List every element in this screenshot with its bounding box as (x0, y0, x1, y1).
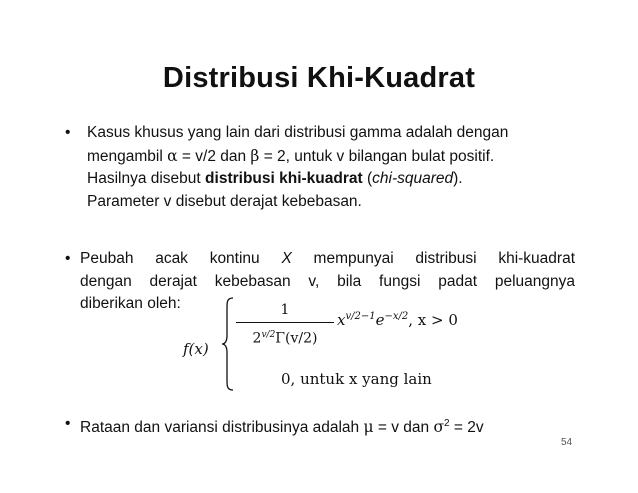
fraction-bar (236, 322, 334, 323)
text: x (337, 311, 346, 329)
text: = v/2 dan (177, 147, 251, 165)
text: mengambil (87, 147, 168, 165)
text: , x > 0 (408, 311, 458, 329)
bullet1-line4: Parameter v disebut derajat kebebasan. (87, 192, 362, 210)
slide-title: Distribusi Khi-Kuadrat (162, 62, 476, 94)
bullet1-line3 (87, 168, 607, 191)
text: v/2−1 (345, 311, 376, 322)
bullet-marker: • (65, 415, 71, 432)
variable-x: X (281, 250, 292, 267)
alpha-symbol: α (167, 146, 178, 165)
sigma-symbol: σ (433, 418, 445, 437)
text: Hasilnya disebut (87, 170, 206, 187)
text: ). (453, 170, 463, 187)
text: 2 (252, 330, 262, 347)
text: ( (362, 170, 373, 187)
text: v/2 (261, 330, 276, 340)
fraction-numerator: 1 (280, 302, 290, 318)
bullet2-line1 (80, 248, 575, 271)
bullet-marker: • (65, 124, 71, 141)
text: e (375, 311, 385, 329)
formula-fraction (236, 300, 334, 349)
page-number: 54 (561, 437, 573, 448)
bullet1-line1: Kasus khusus yang lain dari distribusi gamma adalah dengan (87, 124, 509, 141)
fraction-denominator (236, 325, 334, 349)
bullet2-line3: diberikan oleh: (80, 295, 181, 312)
text: Rataan dan variansi distribusinya adalah (80, 419, 364, 437)
pdf-formula (183, 294, 503, 394)
superscript: 2 (444, 418, 450, 429)
text: Γ(v/2) (275, 330, 318, 347)
text: Peubah acak kontinu (80, 250, 282, 267)
text: = 2, untuk v bilangan bulat positif. (259, 147, 495, 165)
text: = 2v (449, 419, 484, 437)
bullet-gamma-special-case (65, 122, 607, 213)
formula-lhs: f(x) (183, 340, 209, 358)
bullet2-line2: dengan derajat kebebasan v, bila fungsi padat peluangnya (80, 272, 575, 290)
bullet-marker: • (65, 250, 71, 267)
formula-expression (337, 311, 458, 329)
formula-otherwise: 0, untuk x yang lain (281, 370, 432, 388)
text: = v dan (373, 419, 434, 437)
term-italic: chi-squared (372, 170, 454, 187)
bullet-mean-variance (65, 413, 600, 440)
beta-symbol: β (250, 146, 260, 165)
term-bold: distribusi khi-kuadrat (205, 170, 363, 187)
left-brace-icon (221, 296, 235, 392)
text: mempunyai distribusi khi-kuadrat (291, 250, 575, 267)
bullet1-line2 (87, 145, 607, 169)
text: −x/2 (384, 311, 409, 322)
mu-symbol: μ (363, 418, 374, 437)
